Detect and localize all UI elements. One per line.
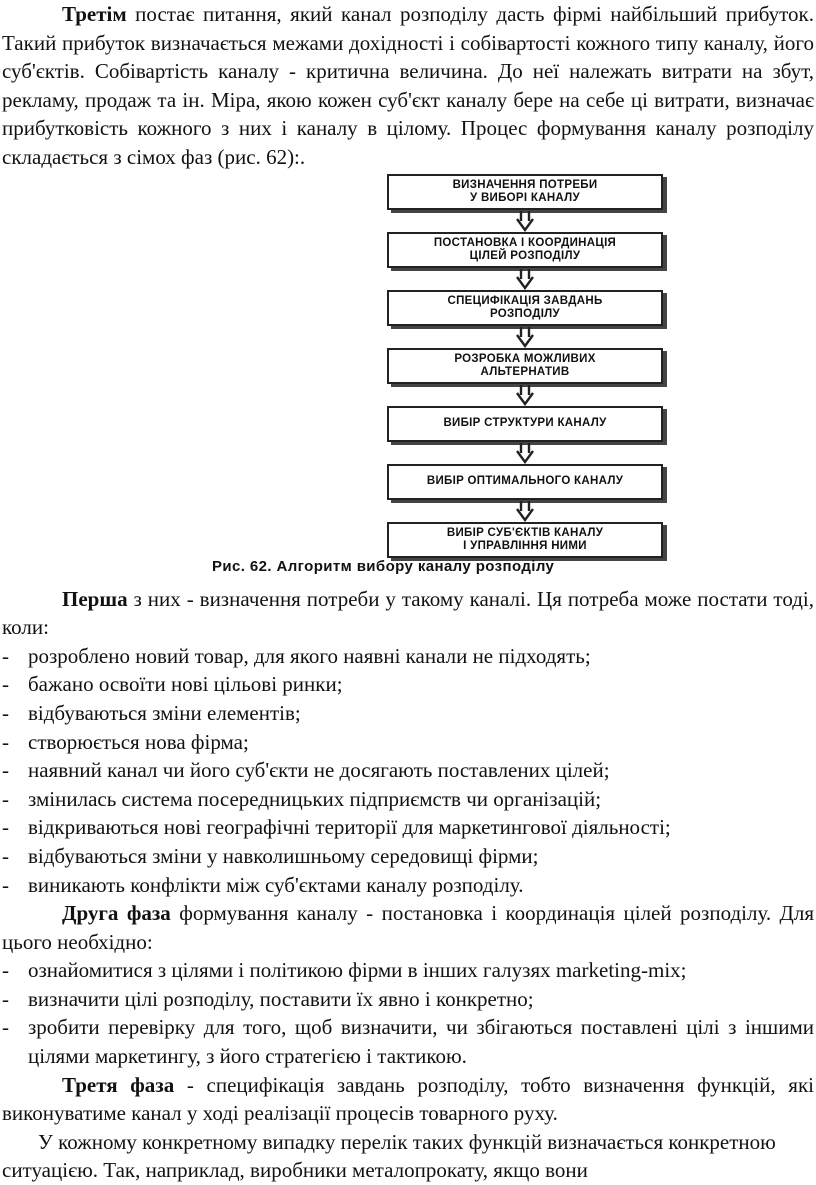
flow-step-label: РОЗРОБКА МОЖЛИВИХ АЛЬТЕРНАТИВ xyxy=(454,352,596,378)
list-item xyxy=(2,1013,814,1070)
list-item-text: бажано освоїти нові цільові ринки; xyxy=(28,672,343,697)
phase3-lead: Третя фаза xyxy=(62,1072,175,1097)
list-item-text: відбуваються зміни у навколишньому середовищі фірми; xyxy=(28,843,539,868)
phase3-text: - специфікація завдань розподілу, тобто визначення функцій, які виконуватиме канал у ході реалізації процесів товарного руху. xyxy=(2,1072,815,1126)
closing-paragraph: У кожному конкретному випадку перелік таких функцій визначається конкретною ситуацією. Так, наприклад, виробники металопрокату, якщо вони xyxy=(2,1129,776,1183)
flow-step-label: СПЕЦИФІКАЦІЯ ЗАВДАНЬ РОЗПОДІЛУ xyxy=(447,294,603,320)
flow-step-box xyxy=(387,464,663,500)
list-dash: - xyxy=(2,1015,9,1040)
list-dash: - xyxy=(2,758,9,783)
list-item xyxy=(2,756,814,785)
figure-caption: Рис. 62. Алгоритм вибору каналу розподілу xyxy=(212,557,555,575)
flow-step-label: ВИЗНАЧЕННЯ ПОТРЕБИ У ВИБОРІ КАНАЛУ xyxy=(452,178,598,204)
list-item-text: змінилась система посередницьких підприємств чи організацій; xyxy=(28,786,602,811)
phase2-lead: Друга фаза xyxy=(62,901,171,926)
intro-text: постає питання, який канал розподілу дасть фірмі найбільший прибуток. Такий прибуток визначається межами дохідності і собівартості кожного типу каналу, його суб'єктів. Собівартість каналу - критична величина. До неї належать витрати на збут, рекламу, продаж та ін. Міра, якою кожен суб'єкт каналу бере на себе ці витрати, визначає прибутковість кожного з них і каналу в цілому. Процес формування каналу розподілу складається з сімох фаз (рис. 62):. xyxy=(2,2,814,169)
list-item-text: ознайомитися з цілями і політикою фірми в інших галузях marketing-mix; xyxy=(28,958,687,983)
list-item-text: наявний канал чи його суб'єкти не досягають поставлених цілей; xyxy=(28,758,610,783)
list-item xyxy=(2,985,814,1014)
flow-step-box xyxy=(387,348,663,384)
list-item-text: виникають конфлікти між суб'єктами каналу розподілу. xyxy=(28,872,524,897)
phase1-paragraph xyxy=(2,585,814,642)
list-item xyxy=(2,670,814,699)
intro-paragraph xyxy=(2,0,814,172)
intro-lead: Третім xyxy=(62,2,127,26)
phase1-lead: Перша xyxy=(62,586,128,611)
list-dash: - xyxy=(2,672,9,697)
list-dash: - xyxy=(2,729,9,754)
phase3-paragraph xyxy=(2,1071,814,1128)
flow-step-box xyxy=(387,406,663,442)
list-item-text: зробити перевірку для того, щоб визначити, чи збігаються поставлені цілі з іншими цілями маркетингу, з його стратегією і тактикою. xyxy=(28,1015,814,1069)
list-item xyxy=(2,956,814,985)
phase2-text: формування каналу - постановка і координація цілей розподілу. Для цього необхідно: xyxy=(2,901,814,954)
list-dash: - xyxy=(2,786,9,811)
flow-step-box xyxy=(387,174,663,210)
flow-arrow-icon xyxy=(387,384,663,406)
flow-step-label: ПОСТАНОВКА І КООРДИНАЦІЯ ЦІЛЕЙ РОЗПОДІЛУ xyxy=(433,236,617,262)
flowchart xyxy=(387,174,667,558)
list-item xyxy=(2,813,814,842)
flow-arrow-icon xyxy=(387,442,663,464)
flow-arrow-icon xyxy=(387,326,663,348)
flow-arrow-icon xyxy=(387,500,663,522)
list-dash: - xyxy=(2,872,9,897)
figure-62 xyxy=(2,172,814,585)
list-item xyxy=(2,699,814,728)
phase1-list xyxy=(2,642,814,899)
phase1-text: з них - визначення потреби у такому каналі. Ця потреба може постати тоді, коли: xyxy=(2,586,814,640)
flow-step-box xyxy=(387,232,663,268)
list-item-text: створюється нова фірма; xyxy=(28,729,249,754)
list-item xyxy=(2,842,814,871)
list-item xyxy=(2,642,814,671)
flow-step-label: ВИБІР ОПТИМАЛЬНОГО КАНАЛУ xyxy=(426,475,624,488)
list-item-text: відбуваються зміни елементів; xyxy=(28,700,301,725)
flow-arrow-icon xyxy=(387,210,663,232)
list-item xyxy=(2,785,814,814)
list-dash: - xyxy=(2,700,9,725)
flow-step-box xyxy=(387,290,663,326)
list-dash: - xyxy=(2,843,9,868)
list-item-text: розроблено новий товар, для якого наявні канали не підходять; xyxy=(28,643,591,668)
flow-step-label: ВИБІР СТРУКТУРИ КАНАЛУ xyxy=(443,417,607,430)
list-dash: - xyxy=(2,643,9,668)
phase2-paragraph xyxy=(2,899,814,956)
list-item-text: визначити цілі розподілу, поставити їх явно і конкретно; xyxy=(28,986,534,1011)
flow-arrow-icon xyxy=(387,268,663,290)
list-dash: - xyxy=(2,815,9,840)
document-page xyxy=(2,0,814,1185)
list-dash: - xyxy=(2,958,9,983)
list-item-text: відкриваються нові географічні території для маркетингової діяльності; xyxy=(28,815,671,840)
flow-step-label: ВИБІР СУБ'ЄКТІВ КАНАЛУ І УПРАВЛІННЯ НИМИ xyxy=(446,526,604,552)
list-item xyxy=(2,728,814,757)
list-dash: - xyxy=(2,986,9,1011)
phase2-list xyxy=(2,956,814,1070)
list-item xyxy=(2,871,814,900)
